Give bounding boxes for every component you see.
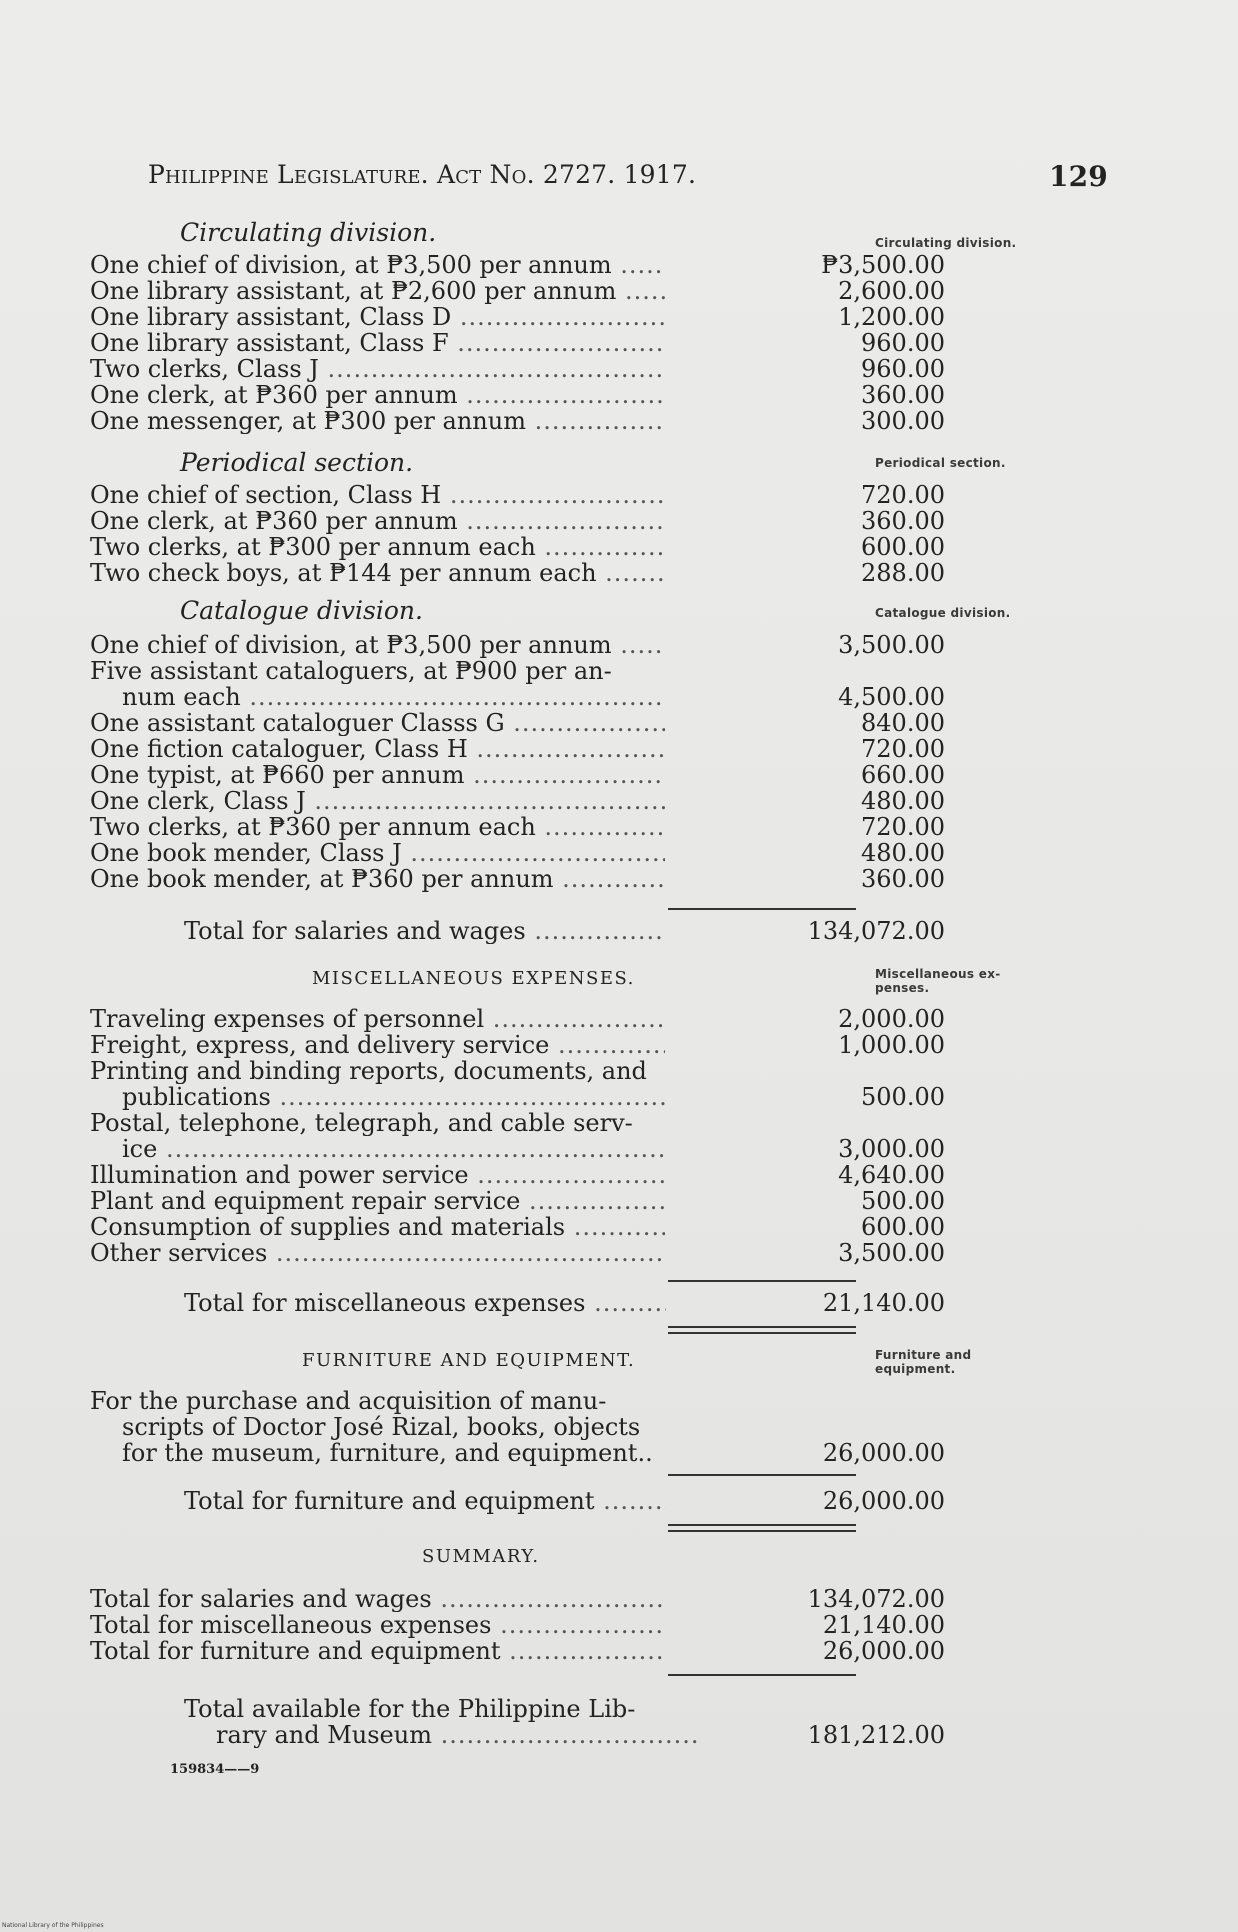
list-item: Traveling expenses of personnel ..... 2,000.00 — [90, 1006, 670, 1032]
furniture-heading: FURNITURE AND EQUIPMENT. — [302, 1350, 636, 1371]
list-item: Postal, telephone, telegraph, and cable serv- — [90, 1110, 633, 1136]
list-item: One book mender, Class J ..... 480.00 — [90, 840, 670, 866]
subtotal-rule — [668, 1280, 856, 1282]
list-item: Other services ..... 3,500.00 — [90, 1240, 670, 1266]
list-item: Two clerks, at ₱300 per annum each ..... 600.00 — [90, 534, 670, 560]
page-number: 129 — [1048, 160, 1108, 193]
running-title: Philippine Legislature. Act No. 2727. 1917. — [148, 160, 697, 189]
total-row: Total for miscellaneous expenses ..... 21,140.00 — [90, 1290, 670, 1316]
list-item: One book mender, at ₱360 per annum ..... 360.00 — [90, 866, 670, 892]
list-item: Two check boys, at ₱144 per annum each ..... 288.00 — [90, 560, 670, 586]
misc-list — [90, 1005, 945, 1267]
list-item: One chief of division, at ₱3,500 per annum ..... ₱3,500.00 — [90, 252, 670, 278]
list-item: scripts of Doctor José Rizal, books, objects — [122, 1414, 641, 1440]
list-item: Two clerks, Class J ..... 960.00 — [90, 356, 670, 382]
list-item: Freight, express, and delivery service ..... 1,000.00 — [90, 1032, 670, 1058]
summary-list — [90, 1585, 945, 1665]
list-item: Consumption of supplies and materials ..... 600.00 — [90, 1214, 670, 1240]
grand-total — [90, 1696, 945, 1749]
list-item: One typist, at ₱660 per annum ..... 660.00 — [90, 762, 670, 788]
total-double-rule — [668, 1326, 856, 1334]
list-item: ice ..... 3,000.00 — [90, 1136, 670, 1162]
circulating-list — [90, 251, 945, 435]
subtotal-rule — [668, 1674, 856, 1676]
periodical-list — [90, 481, 945, 587]
misc-total — [90, 1289, 945, 1317]
list-item: num each ..... 4,500.00 — [90, 684, 670, 710]
list-item: Two clerks, at ₱360 per annum each ..... 720.00 — [90, 814, 670, 840]
list-item: for the museum, furniture, and equipment.. 26,000.00 — [122, 1439, 945, 1467]
list-item: One library assistant, Class F ..... 960.00 — [90, 330, 670, 356]
list-item: Plant and equipment repair service ..... 500.00 — [90, 1188, 670, 1214]
list-item: Total for miscellaneous expenses ..... 21,140.00 — [90, 1612, 670, 1638]
margin-note-circulating: Circulating division. — [875, 236, 1017, 250]
furniture-total — [90, 1487, 945, 1515]
list-item: Total for furniture and equipment ..... 26,000.00 — [90, 1638, 670, 1664]
margin-note-catalogue: Catalogue division. — [875, 606, 1011, 620]
subtotal-rule — [668, 908, 856, 910]
total-row: rary and Museum ..... 181,212.00 — [122, 1722, 670, 1748]
salaries-total — [90, 917, 945, 945]
margin-note-furniture: Furniture and equipment. — [875, 1348, 972, 1376]
list-item: Printing and binding reports, documents, and — [90, 1058, 647, 1084]
page-header — [148, 160, 1108, 193]
list-item: One clerk, Class J ..... 480.00 — [90, 788, 670, 814]
list-item: One chief of section, Class H ..... 720.00 — [90, 482, 670, 508]
list-item: One clerk, at ₱360 per annum ..... 360.00 — [90, 508, 670, 534]
list-item: publications ..... 500.00 — [90, 1084, 670, 1110]
total-row: Total available for the Philippine Lib- — [184, 1696, 636, 1722]
list-item: Total for salaries and wages ..... 134,072.00 — [90, 1586, 670, 1612]
list-item: One messenger, at ₱300 per annum ..... 300.00 — [90, 408, 670, 434]
scan-credit: National Library of the Philippines — [2, 1922, 104, 1929]
list-item: Five assistant cataloguers, at ₱900 per an- — [90, 658, 612, 684]
total-row: Total for furniture and equipment ..... 26,000.00 — [90, 1488, 670, 1514]
margin-note-periodical: Periodical section. — [875, 456, 1006, 470]
list-item: One library assistant, Class D ..... 1,200.00 — [90, 304, 670, 330]
list-item: One chief of division, at ₱3,500 per annum ..... 3,500.00 — [90, 632, 670, 658]
list-item: One library assistant, at ₱2,600 per annum ..... 2,600.00 — [90, 278, 670, 304]
total-double-rule — [668, 1524, 856, 1532]
list-item: For the purchase and acquisition of manu- — [90, 1388, 607, 1414]
list-item: One clerk, at ₱360 per annum ..... 360.00 — [90, 382, 670, 408]
subtotal-rule — [668, 1474, 856, 1476]
summary-heading: SUMMARY. — [422, 1546, 540, 1567]
list-item: One fiction cataloguer, Class H ..... 720.00 — [90, 736, 670, 762]
misc-heading: MISCELLANEOUS EXPENSES. — [312, 968, 635, 989]
furniture-list — [90, 1388, 945, 1467]
signature-mark: 159834——9 — [170, 1762, 260, 1777]
circulating-heading: Circulating division. — [180, 218, 437, 247]
list-item: Illumination and power service ..... 4,640.00 — [90, 1162, 670, 1188]
catalogue-list — [90, 631, 945, 893]
catalogue-heading: Catalogue division. — [180, 596, 423, 625]
total-row: Total for salaries and wages ..... 134,072.00 — [90, 918, 670, 944]
list-item: One assistant cataloguer Classs G ..... 840.00 — [90, 710, 670, 736]
periodical-heading: Periodical section. — [180, 448, 414, 477]
margin-note-misc: Miscellaneous ex- penses. — [875, 967, 1001, 995]
